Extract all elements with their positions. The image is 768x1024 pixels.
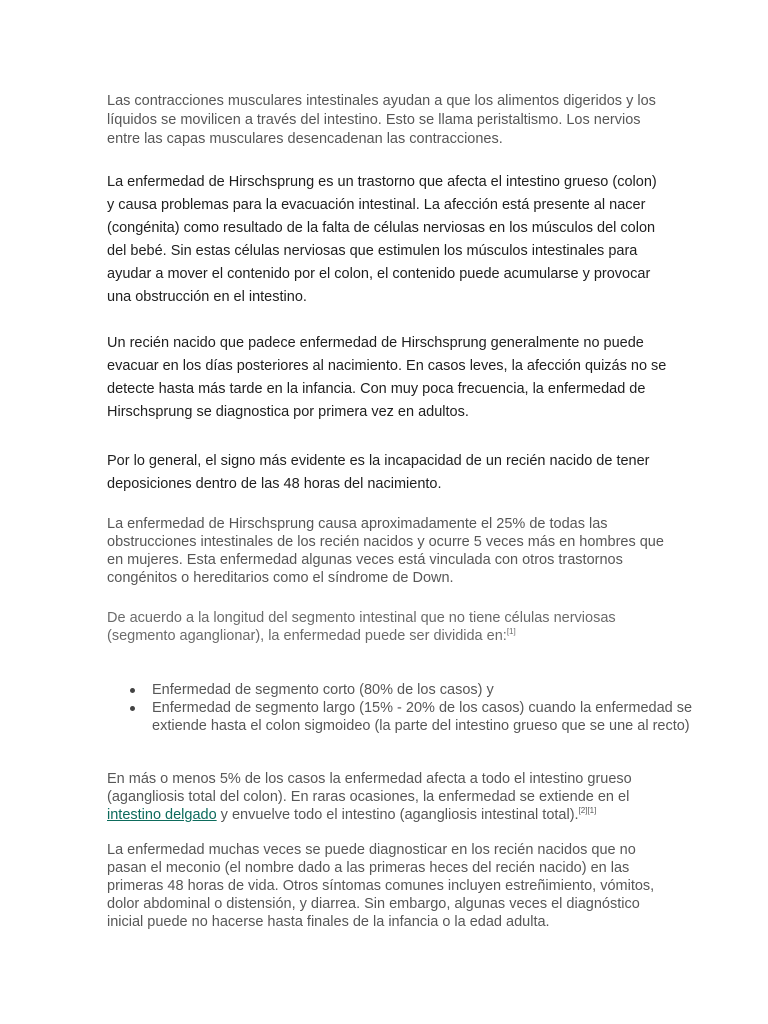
link-intestino-delgado[interactable]: intestino delgado bbox=[107, 807, 217, 823]
paragraph-total-agangliosis bbox=[107, 770, 667, 824]
reference-1[interactable]: [1] bbox=[506, 627, 516, 637]
agangliosis-text-after: y envuelve todo el intestino (agangliosis intestinal total). bbox=[216, 807, 579, 823]
paragraph-classification bbox=[107, 609, 667, 645]
paragraph-diagnosis: La enfermedad muchas veces se puede diagnosticar en los recién nacidos que no pasan el meconio (el nombre dado a las primeras heces del recién nacido) en las primeras 48 horas de vida. Otros síntomas comunes incluyen estreñimiento, vómitos, dolor abdominal o distensión, y diarrea. Sin embargo, algunas veces el diagnóstico inicial puede no hacerse hasta finales de la infancia o la edad adulta. bbox=[107, 842, 655, 930]
paragraph-definition: La enfermedad de Hirschsprung es un trastorno que afecta el intestino grueso (colon) y causa problemas para la evacuación intestinal. La afección está presente al nacer (congénita) como resultado de la falta de células nerviosas en los músculos del colon del bebé. Sin estas células nerviosas que estimulen los músculos intestinales para ayudar a mover el contenido por el colon, el contenido puede acumularse y provocar una obstrucción en el intestino. bbox=[107, 174, 657, 305]
bullet-icon bbox=[130, 706, 135, 711]
bullet-icon bbox=[130, 688, 135, 693]
classification-text: De acuerdo a la longitud del segmento intestinal que no tiene células nerviosas (segmento aganglionar), la enfermedad puede ser dividida en: bbox=[107, 610, 616, 644]
agangliosis-text-before: En más o menos 5% de los casos la enfermedad afecta a todo el intestino grueso (agangliosis total del colon). En raras ocasiones, la enfermedad se extiende en el bbox=[107, 771, 632, 805]
segment-list bbox=[107, 681, 712, 735]
paragraph-peristalsis: Las contracciones musculares intestinales ayudan a que los alimentos digeridos y los líquidos se movilicen a través del intestino. Esto se llama peristaltismo. Los nervios entre las capas musculares desencadenan las contracciones. bbox=[107, 93, 656, 147]
paragraph-newborn: Un recién nacido que padece enfermedad de Hirschsprung generalmente no puede evacuar en los días posteriores al nacimiento. En casos leves, la afección quizás no se detecte hasta más tarde en la infancia. Con muy poca frecuencia, la enfermedad de Hirschsprung se diagnostica por primera vez en adultos. bbox=[107, 335, 667, 420]
paragraph-main-sign: Por lo general, el signo más evidente es la incapacidad de un recién nacido de tener deposiciones dentro de las 48 horas del nacimiento. bbox=[107, 453, 650, 492]
paragraph-statistics: La enfermedad de Hirschsprung causa aproximadamente el 25% de todas las obstrucciones intestinales de los recién nacidos y ocurre 5 veces más en hombres que en mujeres. Esta enfermedad algunas veces está vinculada con otros trastornos congénitos o hereditarios como el síndrome de Down. bbox=[107, 516, 664, 586]
list-item: Enfermedad de segmento corto (80% de los casos) y bbox=[152, 681, 712, 699]
reference-2-1[interactable]: [2][1] bbox=[578, 806, 597, 816]
list-item: Enfermedad de segmento largo (15% - 20% de los casos) cuando la enfermedad se extiende hasta el colon sigmoideo (la parte del intestino grueso que se une al recto) bbox=[152, 699, 712, 735]
